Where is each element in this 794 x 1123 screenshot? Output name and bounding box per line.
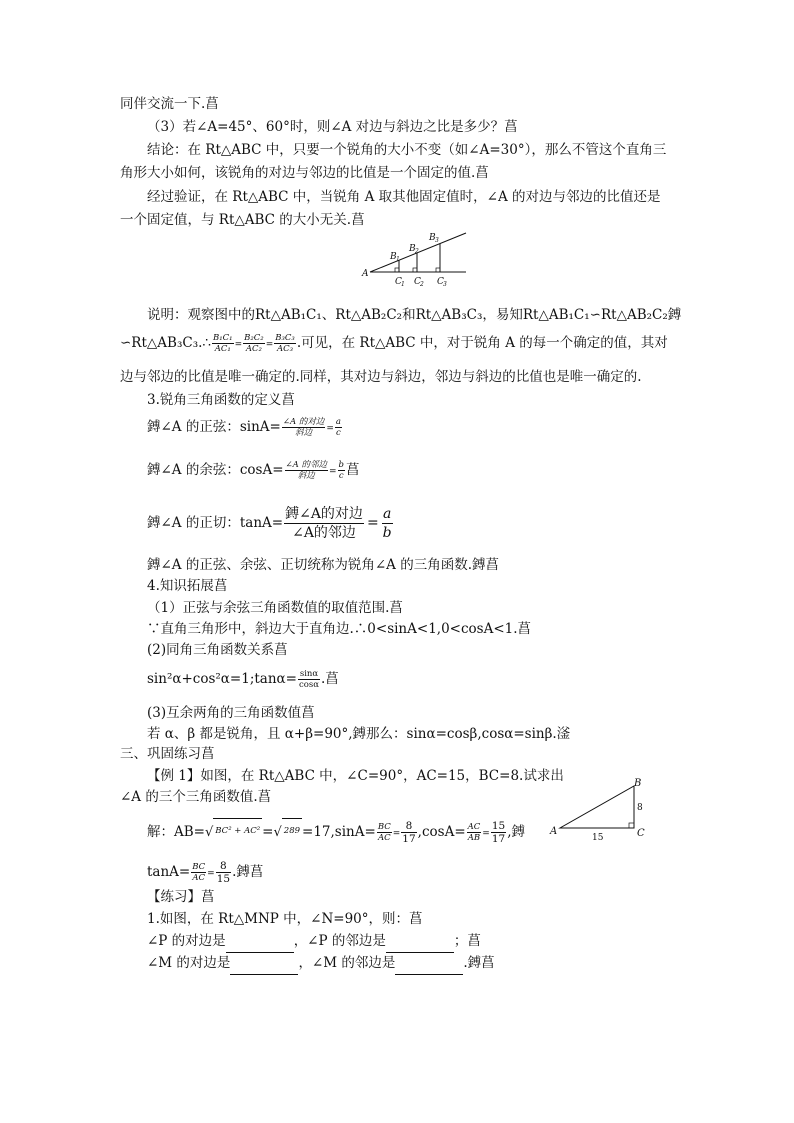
fraction: $\frac{\text{鎛∠A的对边}}{\text{∠A的邻边}}$ bbox=[285, 506, 363, 541]
sin-definition: 鎛∠A 的正弦：sinA= $\frac{\text{∠A 的对边}}{\text{斜边}}$ = $\frac{a}{c}$ bbox=[147, 417, 341, 438]
svg-text:1: 1 bbox=[396, 256, 400, 263]
answer-blank[interactable] bbox=[226, 934, 294, 953]
fraction: $\frac{\text{B₃C₃}}{\text{AC₃}}$ bbox=[275, 333, 295, 354]
svg-text:3: 3 bbox=[435, 237, 439, 244]
text-line: ∵直角三角形中，斜边大于直角边.∴0<sinA<1,0<cosA<1.菖 bbox=[147, 621, 532, 637]
similar-triangles-figure bbox=[360, 226, 480, 290]
label-A: A bbox=[362, 269, 369, 279]
text-line: (2)同角三角函数关系菖 bbox=[147, 642, 288, 658]
ratio-line: ∽Rt△AB₃C₃.∴ $\frac{\text{B₁C₁}}{\text{AC₁}}$ = $\frac{\text{B₂C₂}}{\text{AC₂}}$ = $\frac{\text{B₃C₃}}{\text{AC₃}}$ .可见，在 Rt△ABC 中，对于锐角 A 的每一个确定的值，其对 bbox=[120, 333, 668, 354]
tan-definition: 鎛∠A 的正切：tanA= $\frac{\text{鎛∠A的对边}}{\text{∠A的邻边}}$ = $\frac{a}{b}$ bbox=[147, 506, 392, 541]
text-line: （1）正弦与余弦三角函数值的取值范围.菖 bbox=[147, 600, 403, 616]
svg-text:C: C bbox=[414, 277, 421, 287]
label-C: C bbox=[637, 828, 645, 839]
svg-text:B: B bbox=[409, 244, 416, 254]
text-line: 同伴交流一下.菖 bbox=[120, 96, 219, 112]
text-line: 角形大小如何，该锐角的对边与邻边的比值是一个固定的值.菖 bbox=[120, 165, 489, 181]
fraction: $\frac{a}{c}$ bbox=[335, 417, 341, 438]
svg-text:C: C bbox=[395, 277, 402, 287]
fraction: $\frac{\text{B₂C₂}}{\text{AC₂}}$ bbox=[244, 333, 264, 354]
text-line: ∠A 的三个三角函数值.菖 bbox=[120, 789, 272, 805]
fraction: $\frac{\text{∠A 的对边}}{\text{斜边}}$ bbox=[282, 417, 325, 438]
svg-text:3: 3 bbox=[443, 281, 447, 288]
fraction: $\frac{8}{17}$ bbox=[402, 820, 416, 845]
svg-text:C: C bbox=[437, 277, 444, 287]
text-line: （3）若∠A=45°、60°时，则∠A 对边与斜边之比是多少？菖 bbox=[147, 119, 518, 135]
svg-text:2: 2 bbox=[415, 248, 419, 255]
exercise-line: ∠M 的对边是 ，∠M 的邻边是 .鎛菖 bbox=[147, 954, 495, 975]
solution-tan-line: tanA= $\frac{BC}{AC}$ = $\frac{8}{15}$ .鎛菖 bbox=[147, 860, 264, 885]
text-line: 1.如图，在 Rt△MNP 中，∠N=90°，则：菖 bbox=[147, 911, 423, 927]
text-line: 鎛∠A 的正弦、余弦、正切统称为锐角∠A 的三角函数.鎛菖 bbox=[147, 557, 499, 573]
label-A: A bbox=[550, 826, 558, 837]
exercise-line: ∠P 的对边是 ，∠P 的邻边是 ；菖 bbox=[147, 932, 481, 953]
section-heading: 4.知识拓展菖 bbox=[147, 578, 228, 594]
fraction: $\frac{\text{B₁C₁}}{\text{AC₁}}$ bbox=[213, 333, 233, 354]
answer-blank[interactable] bbox=[386, 934, 454, 953]
fraction: $\frac{b}{c}$ bbox=[338, 460, 344, 481]
fraction: $\frac{8}{15}$ bbox=[216, 860, 231, 885]
fraction: $\frac{\text{∠A 的邻边}}{\text{斜边}}$ bbox=[285, 460, 327, 481]
example-line: 【例 1】如图，在 Rt△ABC 中，∠C=90°，AC=15，BC=8.试求出 bbox=[147, 768, 564, 784]
answer-blank[interactable] bbox=[230, 956, 298, 975]
text-line: 一个固定值，与 Rt△ABC 的大小无关.菖 bbox=[120, 212, 365, 228]
fraction: $\frac{15}{17}$ bbox=[491, 820, 506, 845]
solution-line: 解：AB=√ BC² + AC² =√ 289 =17,sinA= $\frac{BC}{AC}$ = $\frac{8}{17}$ ,cosA= $\frac{AC}{AB}$ = $\frac{15}{17}$ ,鎛 bbox=[147, 820, 525, 845]
svg-text:B: B bbox=[429, 233, 436, 243]
cos-definition: 鎛∠A 的余弦：cosA= $\frac{\text{∠A 的邻边}}{\text{斜边}}$ = $\frac{b}{c}$ 菖 bbox=[147, 460, 360, 481]
text-line: 说明：观察图中的Rt△AB₁C₁、Rt△AB₂C₂和Rt△AB₃C₃，易知Rt△AB₁C₁∽Rt△AB₂C₂鎛 bbox=[147, 307, 682, 323]
fraction: $\frac{AC}{AB}$ bbox=[467, 822, 481, 843]
text-line: (3)互余两角的三角函数值菖 bbox=[147, 705, 315, 721]
text-line: 边与邻边的比值是唯一确定的.同样，其对边与斜边，邻边与斜边的比值也是唯一确定的. bbox=[120, 369, 642, 385]
svg-text:B: B bbox=[390, 252, 397, 262]
section-heading: 【练习】菖 bbox=[147, 889, 215, 905]
fraction: $\frac{BC}{AC}$ bbox=[377, 822, 391, 843]
text-line: 经过验证，在 Rt△ABC 中，当锐角 A 取其他固定值时，∠A 的对边与邻边的比值还是 bbox=[147, 189, 661, 205]
text-line: 结论：在 Rt△ABC 中，只要一个锐角的大小不变（如∠A=30°），那么不管这个直角三 bbox=[147, 142, 667, 158]
section-heading: 三、巩固练习菖 bbox=[120, 746, 215, 762]
svg-text:2: 2 bbox=[420, 281, 424, 288]
right-triangle-figure bbox=[545, 776, 649, 846]
text-line: 若 α、β 都是锐角，且 α+β=90°,鎛那么：sinα=cosβ,cosα=sinβ.滏 bbox=[147, 726, 571, 742]
answer-blank[interactable] bbox=[395, 956, 463, 975]
side-ac-label: 15 bbox=[592, 833, 604, 843]
label-B: B bbox=[634, 778, 642, 789]
identity-line: sin²α+cos²α=1;tanα= $\frac{\sin\alpha}{\cos\alpha}$ .菖 bbox=[147, 669, 339, 690]
svg-text:1: 1 bbox=[401, 281, 405, 288]
fraction: $\frac{\sin\alpha}{\cos\alpha}$ bbox=[298, 669, 319, 690]
section-heading: 3.锐角三角函数的定义菖 bbox=[147, 392, 295, 408]
side-bc-label: 8 bbox=[637, 803, 643, 813]
fraction: $\frac{a}{b}$ bbox=[382, 506, 392, 541]
fraction: $\frac{BC}{AC}$ bbox=[192, 862, 206, 883]
